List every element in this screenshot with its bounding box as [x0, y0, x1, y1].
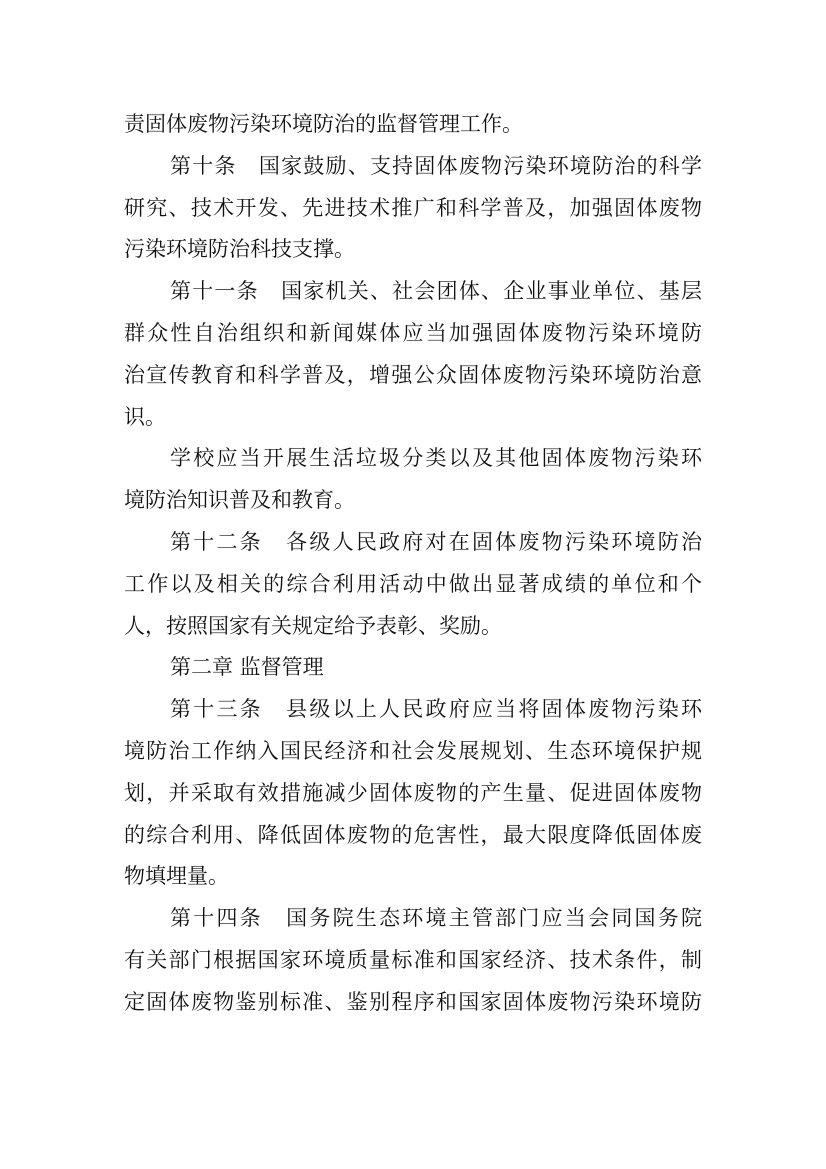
text-line: 治宣传教育和科学普及，增强公众固体废物污染环境防治意: [124, 362, 702, 387]
text-line: 第十三条 县级以上人民政府应当将固体废物污染环: [170, 697, 702, 722]
text-line: 污染环境防治科技支撑。: [124, 237, 355, 262]
text-line: 划，并采取有效措施减少固体废物的产生量、促进固体废物: [124, 780, 702, 805]
text-line: 人，按照国家有关规定给予表彰、奖励。: [124, 613, 502, 638]
text-line: 学校应当开展生活垃圾分类以及其他固体废物污染环: [170, 446, 702, 471]
text-line: 境防治工作纳入国民经济和社会发展规划、生态环境保护规: [124, 738, 702, 763]
text-line: 工作以及相关的综合利用活动中做出显著成绩的单位和个: [124, 571, 702, 596]
text-line: 物填埋量。: [124, 864, 229, 889]
text-line: 责固体废物污染环境防治的监督管理工作。: [124, 112, 523, 136]
text-line: 研究、技术开发、先进技术推广和科学普及，加强固体废物: [124, 195, 702, 220]
text-line: 第十一条 国家机关、社会团体、企业事业单位、基层: [170, 279, 702, 304]
text-line: 定固体废物鉴别标准、鉴别程序和国家固体废物污染环境防: [124, 989, 702, 1014]
text-line: 的综合利用、降低固体废物的危害性，最大限度降低固体废: [124, 822, 702, 847]
text-line: 第十二条 各级人民政府对在固体废物污染环境防治: [170, 529, 702, 554]
text-line: 境防治知识普及和教育。: [124, 488, 355, 513]
text-line: 识。: [124, 404, 166, 429]
text-line: 群众性自治组织和新闻媒体应当加强固体废物污染环境防: [124, 320, 702, 345]
text-line: 第二章 监督管理: [170, 655, 324, 680]
text-line: 第十条 国家鼓励、支持固体废物污染环境防治的科学: [170, 153, 702, 178]
text-line: 有关部门根据国家环境质量标准和国家经济、技术条件，制: [124, 947, 702, 972]
document-body: [124, 104, 702, 1024]
text-line: 第十四条 国务院生态环境主管部门应当会同国务院: [170, 906, 702, 931]
